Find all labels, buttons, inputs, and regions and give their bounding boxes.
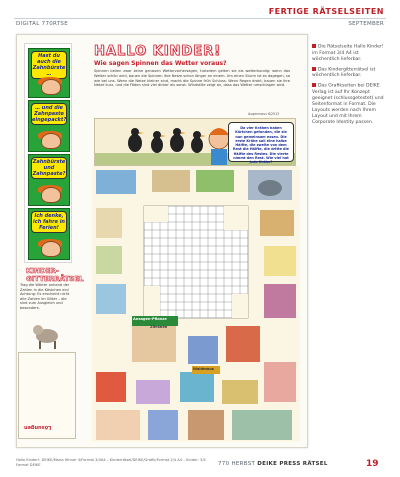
ad-bubble: Zahnbürste und Zahnpaste? [32, 159, 66, 177]
ad-comic-3 [28, 154, 70, 206]
speech-bubble [228, 122, 294, 165]
section-title: FERTIGE RÄTSELSEITEN [268, 7, 384, 16]
speech-text: Da vier Krähen haben Kärtchen gefunden, die sie nun gemeinsam essen. Die erste Krähe soll eine halbe Hälfte, die zweite von dem Rest die Hälfte, die dritte die Hälfte des Restes. Die vierte nimmt den Rest. Wie viel hat jede Krähe? [233, 126, 289, 165]
ad-comic-2 [28, 100, 70, 152]
footer-credits: Hallo Kinder!: DEIKE/Maria Hinner 4/Format 3/4A4 – Kinderrätsel/DEIKE/Grafik/Format 2/4 A4 – Kinder: 3/4 Format DEIKE [16, 458, 206, 467]
goat-illustration [30, 320, 64, 350]
ad-face [41, 187, 61, 203]
article-credit: Augenmaus 6/2013 [248, 112, 280, 116]
info-item [312, 67, 386, 80]
puzzle-label-b: Waldmaus [193, 367, 214, 371]
ad-face [41, 133, 61, 149]
ad-comic-1 [28, 48, 70, 98]
puzzle-label-a: Ansagen-Pflanze [133, 317, 167, 321]
ad-face [41, 241, 61, 257]
solution-label: Lösungen [24, 424, 52, 430]
bullet-square-icon [312, 67, 316, 71]
bullet-square-icon [312, 83, 316, 87]
ad-bubble: Hast du auch die Zahnbürste … [32, 53, 66, 77]
ad-comic-4 [28, 208, 70, 260]
article-body: Spinnen bellen zwar keine genauen Wettervorhersagen, trotzdem gelten sie als wetterkundig: wenn das Wetter schön wird, bauen die Spinnen ihre Netze schon länger an einem. Um einen Sturm ist es dagegen, so wie bei uns. Wenn die Netze kleiner sind, macht die Spinne früh Schluss. Wenn Regen droht, bauen sie ihre Netze kurz, und die Fäden sind viel dicker als sonst. Windstille zeigt an, dass das Wetter umschlagen wird. [94, 69, 290, 88]
header-right-meta: SEPTEMBER [348, 21, 384, 27]
info-item [312, 83, 386, 126]
solution-box [18, 352, 74, 437]
ad-face [41, 79, 61, 95]
info-text: Das Kindergitterrätsel ist wöchentlich lieferbar. [312, 67, 376, 78]
kinder-instructions: Trag die Wörter anhand der Zahlen in die Kästchen ein! Achtung: Es erscheint nicht alle Zahlen im Gitter – die sind zum Ausgleich und besonders. [20, 283, 70, 310]
info-item [312, 44, 386, 63]
footer-issue: 770 HERBST [218, 461, 256, 467]
picture-crossword [92, 166, 300, 442]
article-subheading: Wie sagen Spinnen das Wetter voraus? [94, 60, 227, 67]
footer-brand [218, 461, 328, 467]
header-rule [14, 18, 386, 19]
article-heading: HALLO KINDER! [94, 44, 222, 59]
ad-column [24, 43, 72, 263]
ad-bubble: Ich denke, ich fahre in Ferien! [31, 211, 67, 233]
puzzle-label-c: Zitronen [150, 325, 168, 329]
bullet-square-icon [312, 44, 316, 48]
kinder-title: KINDER-GITTERRÄTSEL [26, 267, 84, 283]
right-info-column [312, 44, 386, 130]
info-text: Das Grafikseiten bei DEIKE Verlag ist auf Ihr Konzept geeignet (schlussgetestet) und Seitenformat in Format. Die Layouts werden nach Ihrem Layout und mit Ihrem Corporate Identity passen. [312, 83, 384, 125]
ad-bubble: … und die Zahnpaste eingepackt? [32, 105, 67, 123]
footer-brand-name: DEIKE PRESS RÄTSEL [257, 461, 328, 467]
info-text: Die Rätselseite Hallo Kinder! im Format 3/4 A4 ist wöchentlich lieferbar. [312, 44, 384, 62]
crossword-svg [92, 166, 300, 442]
header-left-meta: DIGITAL 770RTSE [16, 21, 68, 27]
page-number: 19 [366, 459, 379, 469]
